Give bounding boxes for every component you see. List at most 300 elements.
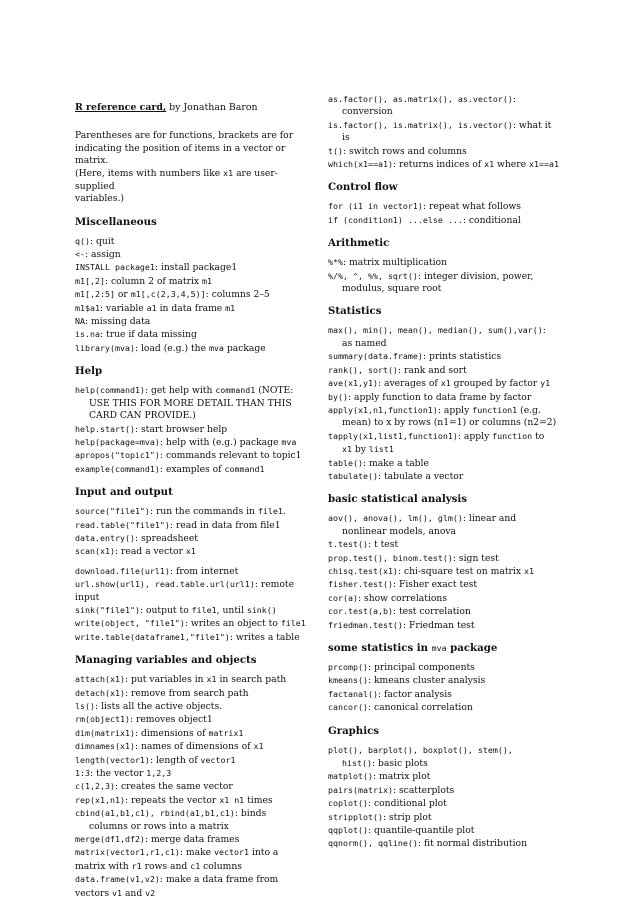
card-line <box>75 713 315 726</box>
card-text: : make a table <box>362 457 429 469</box>
card-line <box>75 545 315 558</box>
card-text: : fit normal distribution <box>417 838 528 850</box>
code-text: matplot() <box>328 771 373 782</box>
card-line <box>328 565 568 578</box>
card-text: : rank and sort <box>397 364 467 376</box>
code-text: write(object, "file1") <box>75 618 185 629</box>
code-text: hist() <box>342 758 372 769</box>
code-text: write.table(dataframe1,"file1") <box>75 631 230 642</box>
code-text: a1 <box>146 302 157 313</box>
code-text: pairs(matrix) <box>328 784 393 795</box>
code-text: read.table("file1") <box>75 519 170 530</box>
card-line <box>75 248 315 261</box>
code-text: coplot() <box>328 798 368 809</box>
card-line <box>328 538 568 551</box>
code-text: tapply(x1,list1,function1) <box>328 430 458 441</box>
section-heading: basic statistical analysis <box>328 493 467 506</box>
card-text: , until <box>216 604 247 616</box>
card-text: : switch rows and columns <box>343 145 467 157</box>
code-text: v1 <box>112 887 123 898</box>
card-text: : start browser help <box>134 423 228 435</box>
card-text: : factor analysis <box>377 688 452 700</box>
card-line <box>328 757 568 770</box>
card-text: Parentheses are for functions, brackets are for <box>75 130 294 142</box>
card-text: : quantile-quantile plot <box>367 825 475 837</box>
card-text: : get help with <box>144 385 216 397</box>
section-heading: Arithmetic <box>328 237 390 250</box>
card-text: : run the commands in <box>149 506 258 518</box>
card-text: : basic plots <box>371 758 428 770</box>
card-line <box>75 436 315 449</box>
card-line <box>75 565 315 578</box>
code-text: m1[,c(2,3,4,5)] <box>130 289 206 300</box>
card-text: : scatterplots <box>392 784 455 796</box>
code-text: c(1,2,3) <box>75 781 115 792</box>
card-line <box>328 837 568 850</box>
code-text: apropos("topic1") <box>75 450 160 461</box>
code-text: 1:3 <box>75 768 90 779</box>
code-text: rep(x1,n1) <box>75 794 125 805</box>
card-line <box>75 302 315 315</box>
card-line <box>75 740 315 753</box>
card-text: : chi-square test on matrix <box>397 565 524 577</box>
card-line <box>75 261 315 274</box>
code-text: rm(object1) <box>75 714 130 725</box>
card-text: times <box>244 794 273 806</box>
card-line <box>328 377 568 390</box>
card-text: mean) to x by rows (n1=1) or columns (n2=2) <box>342 417 557 429</box>
card-line <box>328 797 568 810</box>
code-text: command1 <box>215 385 256 396</box>
card-text: vectors <box>75 887 113 899</box>
code-text: detach(x1) <box>75 687 125 698</box>
card-text: matrix with <box>75 860 132 872</box>
card-line <box>75 887 315 900</box>
card-text: rows and <box>141 860 191 872</box>
card-line <box>328 470 568 483</box>
card-line <box>328 119 568 132</box>
card-line <box>75 727 315 740</box>
card-text: : apply <box>437 404 473 416</box>
card-line <box>328 674 568 687</box>
code-text: function <box>492 430 533 441</box>
code-text: x1 <box>484 159 495 170</box>
card-text: package <box>446 642 498 654</box>
code-text: download.file(url1) <box>75 565 170 576</box>
card-text: : variable <box>99 302 147 314</box>
card-line <box>328 744 568 757</box>
card-text: : creates the same vector <box>114 781 233 793</box>
card-text: : spreadsheet <box>134 532 198 544</box>
card-line <box>75 794 315 807</box>
code-text: y1 <box>540 378 551 389</box>
code-text: m1[,2:5] <box>75 289 115 300</box>
code-text: help(package=mva) <box>75 436 160 447</box>
code-text: prcomp() <box>328 662 368 672</box>
code-text: as.factor(), as.matrix(), as.vector() <box>328 94 513 104</box>
card-text: (NOTE: <box>255 385 294 397</box>
section-statistics <box>328 305 568 483</box>
code-text: library(mva) <box>75 342 135 353</box>
code-text: dim(matrix1) <box>75 727 135 738</box>
code-text: <- <box>75 249 85 260</box>
code-text: for (i1 in vector1) <box>328 201 423 212</box>
section-heading: Graphics <box>328 724 380 737</box>
card-line <box>75 687 315 700</box>
code-text: m1[,2] <box>75 275 105 286</box>
code-text: plot(), barplot(), boxplot(), stem(), <box>328 744 513 755</box>
section-graphics <box>328 725 568 851</box>
code-text: help.start() <box>75 423 135 434</box>
card-text: : read in data from file1 <box>169 519 281 531</box>
card-text: : help with (e.g.) package <box>159 436 282 448</box>
right-column <box>328 93 568 851</box>
card-line <box>75 631 315 644</box>
left-column <box>75 93 315 900</box>
card-text: : what it <box>512 119 552 131</box>
code-text: apply(x1,n1,function1) <box>328 404 438 415</box>
code-text: summary(data.frame) <box>328 351 423 362</box>
card-line <box>75 767 315 780</box>
code-text: qqplot() <box>328 825 368 836</box>
card-text: to <box>532 430 545 442</box>
card-line <box>75 275 315 288</box>
card-text: : names of dimensions of <box>134 741 254 753</box>
card-text: : load (e.g.) the <box>134 342 209 354</box>
code-text: command1 <box>224 463 265 474</box>
section-heading: Managing variables and objects <box>75 654 257 667</box>
code-text: length(vector1) <box>75 754 150 765</box>
section-heading: Miscellaneous <box>75 215 157 228</box>
card-text: : linear and <box>462 513 517 525</box>
code-text: aov(), anova(), lm(), glm() <box>328 513 463 524</box>
card-line <box>75 463 315 476</box>
code-text: vector1 <box>214 847 250 858</box>
card-text: : apply function to data frame by factor <box>347 391 532 403</box>
code-text: x1 <box>185 546 196 557</box>
section-heading <box>328 642 568 655</box>
card-text: into a <box>249 847 279 859</box>
card-text: . <box>282 506 286 518</box>
code-text: merge(df1,df2) <box>75 834 145 845</box>
card-line <box>75 780 315 793</box>
card-text: and <box>122 887 146 899</box>
code-text: file1 <box>191 604 217 615</box>
code-text: sink("file1") <box>75 604 140 615</box>
code-text: attach(x1) <box>75 674 125 685</box>
card-line <box>75 235 315 248</box>
code-text: stripplot() <box>328 811 383 822</box>
card-text: : from internet <box>169 565 239 577</box>
code-text: example(command1) <box>75 463 160 474</box>
code-text: x1 <box>223 168 234 179</box>
code-text: rank(), sort() <box>328 364 398 375</box>
card-line <box>328 619 568 632</box>
card-text: : merge data frames <box>144 834 240 846</box>
card-line <box>328 324 568 337</box>
card-line <box>328 457 568 470</box>
card-line <box>328 701 568 714</box>
code-text: NA <box>75 316 85 327</box>
card-line <box>75 754 315 767</box>
section-help <box>75 365 315 476</box>
card-text: : missing data <box>85 316 151 328</box>
card-text: : install package1 <box>154 262 238 274</box>
card-text: : kmeans cluster analysis <box>367 675 486 687</box>
card-line <box>328 784 568 797</box>
card-text: : show correlations <box>357 592 448 604</box>
code-text: friedman.test() <box>328 619 403 630</box>
card-line <box>75 288 315 301</box>
section-conversion <box>328 93 568 171</box>
code-text: t.test() <box>328 539 368 550</box>
code-text: ave(x1,y1) <box>328 378 378 389</box>
code-text: x1==a1 <box>528 159 559 170</box>
code-text: x1 <box>342 444 352 455</box>
card-line <box>75 700 315 713</box>
card-line <box>328 270 568 283</box>
code-text: by() <box>328 391 348 402</box>
section-heading: Help <box>75 365 103 378</box>
code-text: help(command1) <box>75 385 145 396</box>
code-text: q() <box>75 235 90 246</box>
code-text: cor.test(a,b) <box>328 606 393 617</box>
card-line <box>75 532 315 545</box>
card-line <box>75 873 315 886</box>
code-text: data.frame(v1,v2) <box>75 874 160 885</box>
section-mva-package <box>328 642 568 715</box>
card-text: : repeats the vector <box>124 794 220 806</box>
code-text: max(), min(), mean(), median(), sum(),var() <box>328 325 543 336</box>
card-text: in search path <box>216 674 287 686</box>
section-input-output <box>75 486 315 644</box>
card-text: input <box>75 591 100 603</box>
card-text: : matrix multiplication <box>343 257 447 269</box>
card-text: : returns indices of <box>392 159 485 171</box>
code-text: matrix(vector1,r1,c1) <box>75 847 180 858</box>
section-control-flow <box>328 181 568 227</box>
card-text: package <box>223 342 266 354</box>
code-text: is.na <box>75 329 100 340</box>
code-text: INSTALL package1 <box>75 262 155 273</box>
card-line <box>75 449 315 462</box>
card-text: as named <box>342 337 387 349</box>
code-text: %*% <box>328 257 343 268</box>
code-text: fisher.test() <box>328 579 393 590</box>
code-text: 1,2,3 <box>146 768 172 779</box>
card-text: : prints statistics <box>422 351 502 363</box>
card-line <box>75 578 315 591</box>
card-line <box>328 145 568 158</box>
card-text: : matrix plot <box>372 771 431 783</box>
card-text: conversion <box>342 106 393 118</box>
code-text: chisq.test(x1) <box>328 565 398 576</box>
card-text: or <box>114 289 131 301</box>
card-line <box>328 200 568 213</box>
code-text: list1 <box>368 444 394 455</box>
card-text: : t test <box>367 539 399 551</box>
card-line <box>75 860 315 873</box>
card-line <box>75 673 315 686</box>
card-text: : remote <box>254 579 295 591</box>
card-text: R reference card, <box>75 102 167 114</box>
card-line <box>328 350 568 363</box>
card-line <box>328 93 568 106</box>
card-line <box>75 167 315 193</box>
card-line <box>75 342 315 355</box>
card-text: by <box>352 444 369 456</box>
card-text: : examples of <box>159 463 225 475</box>
card-line <box>328 256 568 269</box>
section-miscellaneous <box>75 216 315 356</box>
card-line <box>328 661 568 674</box>
code-text: cor(a) <box>328 592 358 603</box>
card-line <box>328 552 568 565</box>
card-text: are user-supplied <box>75 168 278 192</box>
code-text: c1 <box>190 860 201 871</box>
card-text: where <box>494 159 529 171</box>
code-text: m1$a1 <box>75 302 100 313</box>
card-line <box>328 688 568 701</box>
code-text: m1 <box>202 275 213 286</box>
code-text: prop.test(), binom.test() <box>328 552 453 563</box>
code-text: qqnorm(), qqline() <box>328 838 418 849</box>
code-text: %/%, ^, %%, sqrt() <box>328 270 418 281</box>
card-text: columns <box>200 860 242 872</box>
code-text: if (condition1) ...else ... <box>328 214 463 225</box>
card-text: : quit <box>90 235 115 247</box>
code-text: vector1 <box>200 754 236 765</box>
card-text: : the vector <box>90 768 147 780</box>
section-heading: Statistics <box>328 305 382 318</box>
card-text: indicating the position of items in a vector or matrix. <box>75 142 286 166</box>
card-text: : integer division, power, <box>417 270 534 282</box>
card-text: is <box>342 132 350 144</box>
card-text: : principal components <box>367 662 475 673</box>
card-text: modulus, square root <box>342 283 442 295</box>
card-text: variables.) <box>75 193 124 205</box>
code-text: cbind(a1,b1,c1), rbind(a1,b1,c1) <box>75 808 235 819</box>
card-line <box>75 505 315 518</box>
card-line <box>75 833 315 846</box>
card-text: : length of <box>149 754 201 766</box>
card-line <box>328 770 568 783</box>
code-text: which(x1==a1) <box>328 159 393 170</box>
card-line <box>328 578 568 591</box>
card-text: : dimensions of <box>134 727 209 739</box>
card-text: : test correlation <box>392 606 471 618</box>
intro-paragraph <box>75 130 315 205</box>
code-text: dimnames(x1) <box>75 741 135 752</box>
card-text: : apply <box>457 430 493 442</box>
code-text: v2 <box>145 887 156 898</box>
section-heading: Input and output <box>75 486 173 499</box>
code-text: mva <box>281 436 297 447</box>
card-line <box>328 605 568 618</box>
card-text: : output to <box>139 604 192 616</box>
card-text: : repeat what follows <box>422 201 521 213</box>
card-text: nonlinear models, anova <box>342 525 457 537</box>
card-line <box>75 617 315 630</box>
card-text: (e.g. <box>517 404 541 416</box>
section-managing-variables <box>75 654 315 900</box>
card-line <box>328 364 568 377</box>
card-line <box>328 404 568 417</box>
card-title <box>75 102 315 114</box>
card-line <box>75 807 315 820</box>
card-line <box>328 592 568 605</box>
code-text: scan(x1) <box>75 546 115 557</box>
card-text: : writes a table <box>229 631 300 643</box>
code-text: table() <box>328 457 363 468</box>
card-text: : Fisher exact test <box>392 579 478 591</box>
card-text: (Here, items with numbers like <box>75 168 224 180</box>
card-text: : commands relevant to topic1 <box>159 450 302 462</box>
card-text: : tabulate a vector <box>377 470 464 482</box>
code-text: is.factor(), is.matrix(), is.vector() <box>328 119 513 130</box>
section-arithmetic <box>328 237 568 295</box>
card-text: : assign <box>85 249 121 261</box>
code-text: r1 <box>131 860 142 871</box>
code-text: matrix1 <box>208 727 244 738</box>
card-text: CARD CAN PROVIDE.) <box>89 410 196 422</box>
card-text: columns or rows into a matrix <box>89 820 229 832</box>
card-text: in data frame <box>156 302 226 314</box>
card-text: : lists all the active objects. <box>94 701 223 712</box>
code-text: cancor() <box>328 702 368 713</box>
code-text: t() <box>328 145 343 156</box>
card-text: : canonical correlation <box>367 702 473 714</box>
card-text: grouped by factor <box>450 378 541 390</box>
code-text: x1 <box>206 674 217 685</box>
code-text: source("file1") <box>75 506 150 517</box>
card-line <box>328 214 568 227</box>
card-text: : read a vector <box>114 546 186 558</box>
card-line <box>328 512 568 525</box>
card-line <box>75 315 315 328</box>
card-line <box>75 846 315 859</box>
card-text: : make a data frame from <box>159 874 279 886</box>
card-line <box>328 443 568 456</box>
code-text: data.entry() <box>75 532 135 543</box>
card-text: : <box>512 94 516 105</box>
card-text: : averages of <box>377 378 441 390</box>
code-text: x1 <box>253 741 264 752</box>
card-text: : <box>542 325 546 337</box>
code-text: x1 <box>440 378 451 389</box>
code-text: kmeans() <box>328 675 368 686</box>
card-line <box>328 391 568 404</box>
card-line <box>75 423 315 436</box>
code-text: file1 <box>257 506 283 517</box>
card-line <box>328 158 568 171</box>
card-text: : columns 2–5 <box>205 289 270 301</box>
card-text: : put variables in <box>124 674 207 686</box>
card-text: USE THIS FOR MORE DETAIL THAN THIS <box>89 397 292 409</box>
card-text: : Friedman test <box>402 619 475 631</box>
card-text: some statistics in <box>328 642 432 654</box>
code-text: x1 <box>523 565 534 576</box>
code-text: mva <box>431 643 447 653</box>
code-text: ls() <box>75 701 95 711</box>
code-text: mva <box>208 342 224 353</box>
card-text: : make <box>179 847 215 859</box>
card-line <box>75 384 315 397</box>
code-text: url.show(url1), read.table.url(url1) <box>75 579 255 590</box>
card-line <box>328 811 568 824</box>
section-basic-analysis <box>328 493 568 632</box>
card-text: : conditional plot <box>367 798 447 810</box>
